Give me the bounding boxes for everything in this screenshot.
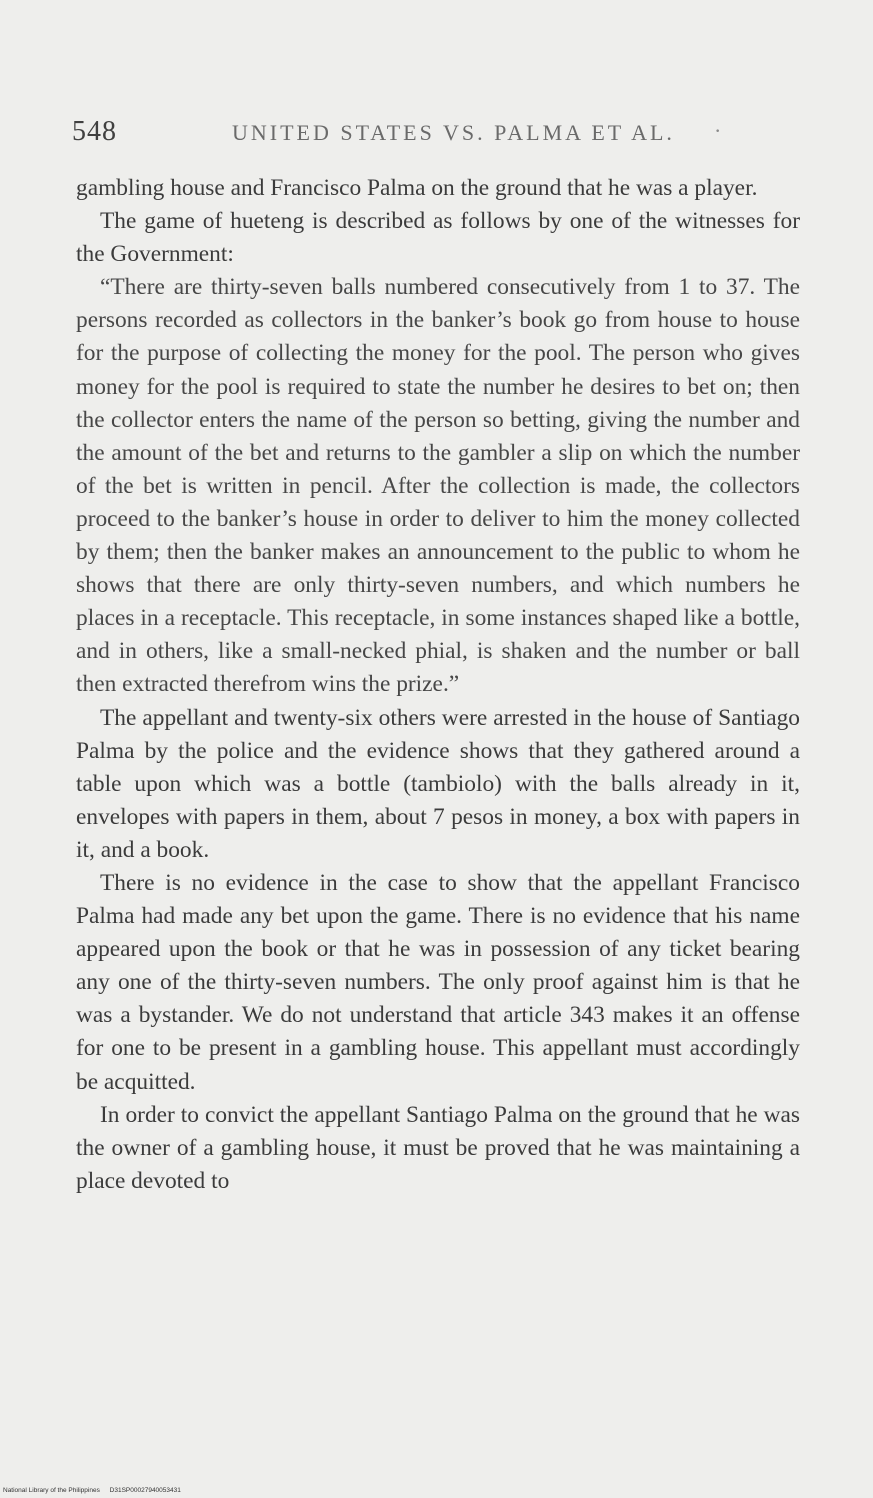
body-text bbox=[76, 172, 800, 1198]
paragraph-witness-quote: “There are thirty-seven balls numbered consecutively from 1 to 37. The persons recorded as collectors in the banker’s book go from house to house for the purpose of collecting the money for the pool. The person who gives money for the pool is required to state the number he desires to bet on; then the collector enters the name of the person so betting, giving the number and the amount of the bet and returns to the gambler a slip on which the number of the bet is written in pencil. After the collection is made, the collectors proceed to the banker’s house in order to deliver to him the money collected by them; then the banker makes an announcement to the public to whom he shows that there are only thirty-seven numbers, and which numbers he places in a receptacle. This receptacle, in some instances shaped like a bottle, and in others, like a small-necked phial, is shaken and the number or ball then extracted therefrom wins the prize.” bbox=[76, 274, 800, 698]
scan-footer bbox=[3, 1487, 181, 1494]
page-header bbox=[72, 116, 802, 156]
footer-identifier: D31SP00027940053431 bbox=[109, 1487, 181, 1494]
header-mark: · bbox=[714, 118, 723, 143]
paragraph-no-evidence: There is no evidence in the case to show that the appellant Francisco Palma had made any bet upon the game. There is no evidence that his name appeared upon the book or that he was in possession of any ticket bearing any one of the thirty-seven numbers. The only proof against him is that he was a bystander. We do not understand that article 343 makes it an offense for one to be present in a gambling house. This appellant must accordingly be acquitted. bbox=[76, 869, 800, 1095]
paragraph-continuation: gambling house and Francisco Palma on the ground that he was a player. bbox=[76, 175, 758, 201]
page-number: 548 bbox=[72, 116, 117, 147]
footer-library: National Library of the Philippines bbox=[3, 1487, 100, 1494]
paragraph-game-description: The game of hueteng is described as follows by one of the witnesses for the Government: bbox=[76, 208, 800, 268]
paragraph-conviction: In order to convict the appellant Santiago Palma on the ground that he was the owner of a gambling house, it must be proved that he was maintaining a place devoted to bbox=[76, 1101, 800, 1194]
paragraph-arrest: The appellant and twenty-six others were arrested in the house of Santiago Palma by the police and the evidence shows that they gathered around a table upon which was a bottle (tambiolo) with the balls already in it, envelopes with papers in them, about 7 pesos in money, a box with papers in it, and a book. bbox=[76, 704, 800, 863]
running-head: UNITED STATES VS. PALMA ET AL. bbox=[232, 120, 675, 145]
